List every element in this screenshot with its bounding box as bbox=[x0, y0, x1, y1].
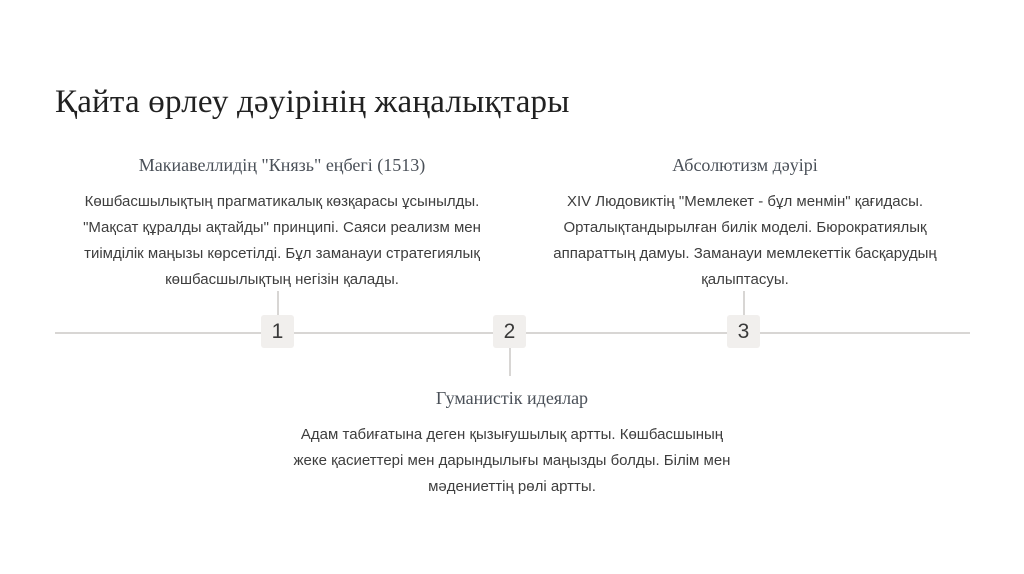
timeline-item-1-text bbox=[59, 155, 505, 293]
timeline-item-2-body: Адам табиғатына деген қызығушылық артты. Көшбасшының жеке қасиеттері мен дарындылығы маңызды болды. Білім мен мәдениеттің рөлі артты. bbox=[293, 426, 731, 495]
timeline-item-1-heading: Макиавеллидің "Князь" еңбегі (1513) bbox=[138, 155, 426, 175]
timeline-item-3-marker: 3 bbox=[727, 315, 760, 348]
timeline-item-2-text bbox=[289, 388, 735, 500]
timeline-item-3-heading: Абсолютизм дәуірі bbox=[672, 155, 818, 175]
timeline-item-3-connector bbox=[743, 291, 745, 317]
timeline-item-2-connector bbox=[509, 348, 511, 376]
timeline-item-3-body: XIV Людовиктің "Мемлекет - бұл менмін" қағидасы. Орталықтандырылған билік моделі. Бюрократиялық аппараттың дамуы. Заманауи мемлекеттік басқарудың қалыптасуы. bbox=[553, 193, 937, 288]
timeline-item-2-marker: 2 bbox=[493, 315, 526, 348]
timeline-item-3-text bbox=[522, 155, 968, 293]
timeline-item-2-heading: Гуманистік идеялар bbox=[435, 388, 589, 408]
timeline-item-1-connector bbox=[277, 291, 279, 317]
slide-title: Қайта өрлеу дәуірінің жаңалықтары bbox=[55, 84, 570, 120]
timeline-item-1-body: Көшбасшылықтың прагматикалық көзқарасы ұсынылды. "Мақсат құралды ақтайды" принципі. Саяси реализм мен тиімділік маңызы көрсетілді. Бұл заманауи стратегиялық көшбасшылықтың негізін қалады. bbox=[83, 193, 481, 288]
timeline-item-1-marker: 1 bbox=[261, 315, 294, 348]
